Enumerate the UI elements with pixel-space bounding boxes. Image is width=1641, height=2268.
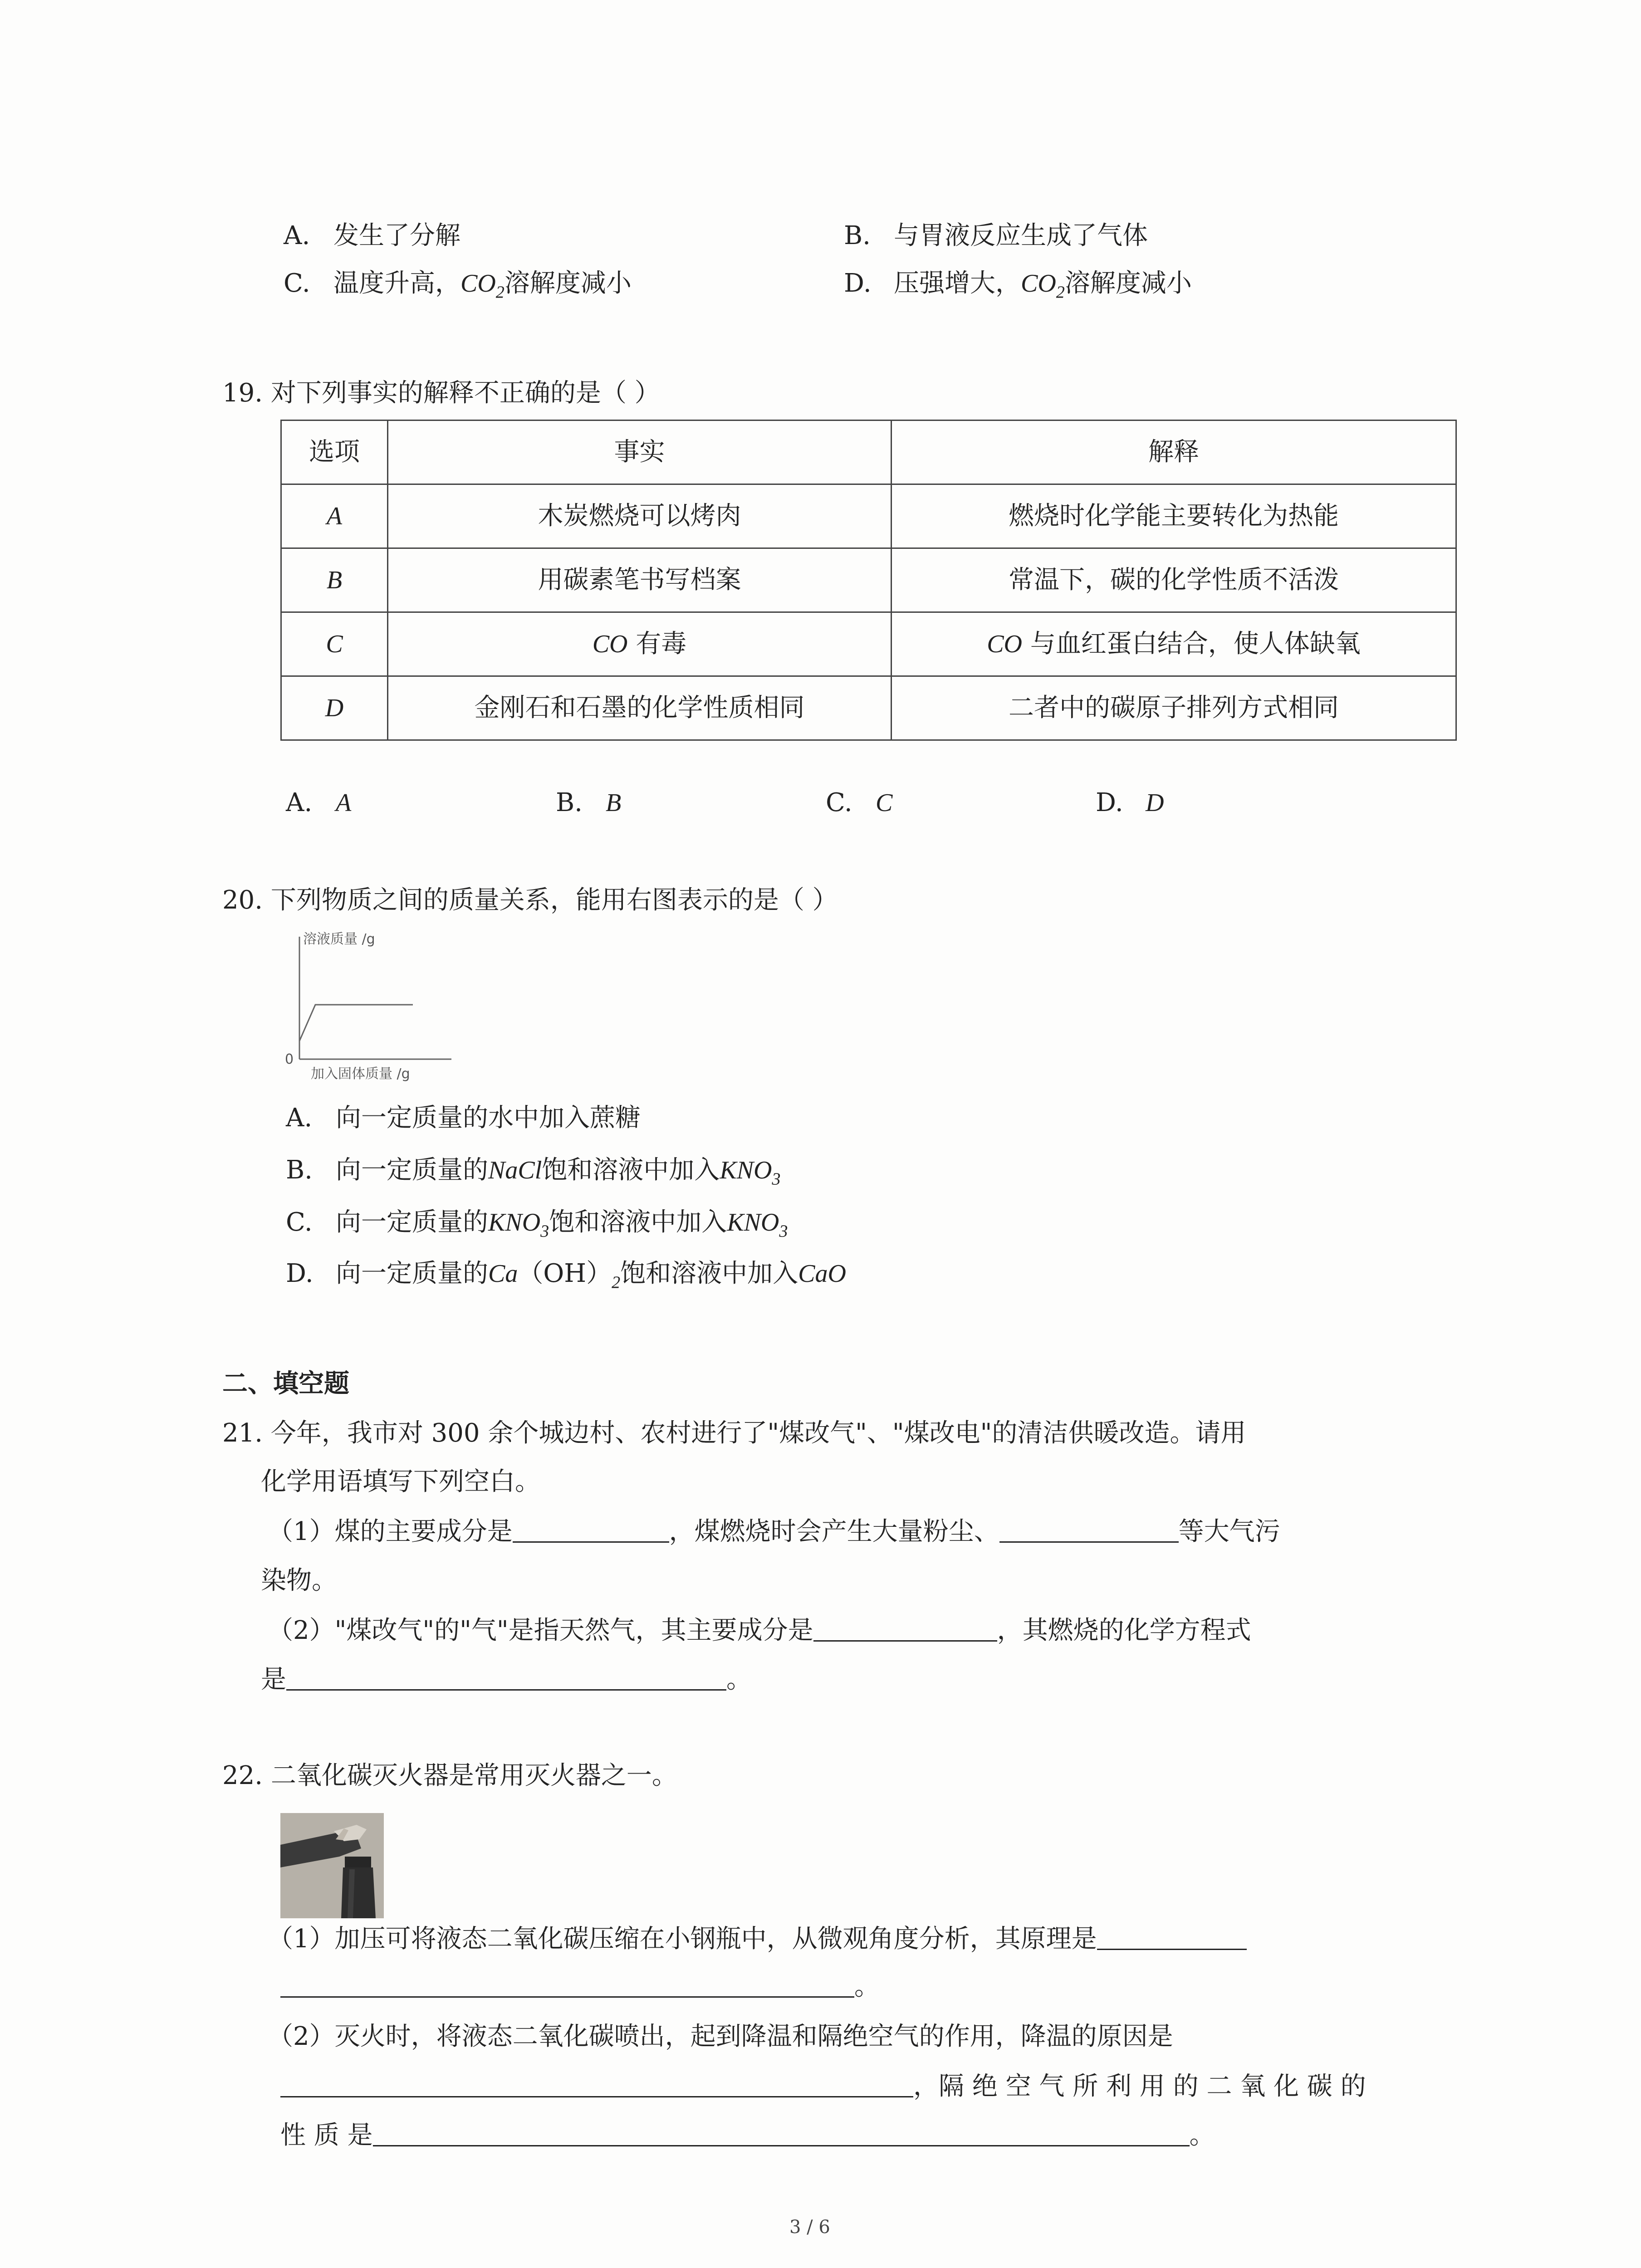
table-row: [281, 676, 1456, 740]
q19-stem: 19. 对下列事实的解释不正确的是（ ）: [222, 378, 660, 408]
q20-option-a: A. 向一定质量的水中加入蔗糖: [286, 1103, 641, 1133]
q19-answer-b: B. B: [556, 788, 622, 817]
q20-option-b: B. 向一定质量的NaCl饱和溶液中加入$KNO_3$: [286, 1155, 781, 1189]
table-cell-option: B: [281, 548, 388, 612]
table-cell-option: A: [281, 484, 388, 548]
answer-blank[interactable]: [1097, 1925, 1247, 1950]
table-cell-explanation: 二者中的碳原子排列方式相同: [892, 676, 1456, 740]
table-row: [281, 548, 1456, 612]
table-cell-fact: CO 有毒: [388, 612, 892, 676]
q22-part1-line2: 。: [280, 1971, 880, 2003]
q22-stem: 22. 二氧化碳灭火器是常用灭火器之一。: [222, 1761, 677, 1790]
answer-blank[interactable]: [373, 2121, 1190, 2146]
table-cell-option: C: [281, 612, 388, 676]
q21-part1-line1: （1）煤的主要成分是 ，煤燃烧时会产生大量粉尘、 等大气污: [268, 1517, 1280, 1546]
table-cell-fact: 金刚石和石墨的化学性质相同: [388, 676, 892, 740]
section-title: 二、填空题: [222, 1369, 349, 1398]
q20-option-d: D. 向一定质量的$Ca(OH)_2$饱和溶液中加入CaO: [286, 1259, 846, 1292]
answer-blank[interactable]: [280, 1973, 854, 1998]
q18-option-b: B. 与胃液反应生成了气体: [844, 221, 1148, 250]
table-cell-explanation: 燃烧时化学能主要转化为热能: [892, 484, 1456, 548]
q18-option-c: C. 温度升高，$CO_2$溶解度减小: [284, 269, 632, 302]
q20-stem: 20. 下列物质之间的质量关系，能用右图表示的是（ ）: [222, 885, 838, 915]
q21-part1-line2: 染物。: [261, 1566, 337, 1595]
graph-xlabel: 加入固体质量 /g: [311, 1066, 410, 1082]
q19-answer-d: D. D: [1096, 788, 1164, 817]
q21-part2-line1: （2）"煤改气"的"气"是指天然气，其主要成分是 ，其燃烧的化学方程式: [268, 1616, 1251, 1645]
q19-answer-a: A. A: [286, 788, 352, 817]
table-cell-option: D: [281, 676, 388, 740]
q22-part2-line1: （2）灭火时，将液态二氧化碳喷出，起到降温和隔绝空气的作用，降温的原因是: [268, 2022, 1173, 2051]
table-cell-explanation: CO 与血红蛋白结合，使人体缺氧: [892, 612, 1456, 676]
table-cell-explanation: 常温下，碳的化学性质不活泼: [892, 548, 1456, 612]
q22-part2-line2: ，隔 绝 空 气 所 利 用 的 二 氧 化 碳 的: [280, 2071, 1366, 2102]
table-row: [281, 612, 1456, 676]
q21-part2-line2: 是 。: [261, 1665, 752, 1694]
table-header-explanation: 解释: [892, 420, 1456, 484]
q22-part1-line1: （1）加压可将液态二氧化碳压缩在小钢瓶中，从微观角度分析，其原理是: [268, 1923, 1247, 1955]
q22-part2-line3: 性 质 是 。: [280, 2121, 1215, 2150]
table-cell-fact: 木炭燃烧可以烤肉: [388, 484, 892, 548]
fire-extinguisher-photo: [280, 1813, 384, 1918]
table-cell-fact: 用碳素笔书写档案: [388, 548, 892, 612]
graph-ylabel: 溶液质量 /g: [303, 931, 375, 947]
q20-option-c: C. 向一定质量的$KNO_3$饱和溶液中加入$KNO_3$: [286, 1207, 788, 1241]
graph-origin: 0: [285, 1051, 294, 1067]
answer-blank[interactable]: [813, 1617, 997, 1642]
q20-graph: [277, 928, 458, 1082]
q19-answer-c: C. C: [826, 788, 893, 817]
page-number: 3 / 6: [789, 2217, 830, 2238]
q21-stem-line1: 21. 今年，我市对 300 余个城边村、农村进行了"煤改气"、"煤改电"的清洁供暖改造。请用: [222, 1418, 1246, 1448]
answer-blank[interactable]: [286, 1666, 726, 1691]
q18-option-d: D. 压强增大，$CO_2$溶解度减小: [844, 269, 1192, 302]
answer-blank[interactable]: [513, 1518, 669, 1543]
q21-stem-line2: 化学用语填写下列空白。: [261, 1467, 540, 1496]
answer-blank[interactable]: [999, 1518, 1179, 1543]
graph-curve: [299, 1005, 413, 1041]
table-row: [281, 484, 1456, 548]
answer-blank[interactable]: [280, 2072, 913, 2097]
q18-option-a: A. 发生了分解: [284, 221, 460, 250]
table-header-option: 选项: [281, 420, 388, 484]
table-header-row: [281, 420, 1456, 484]
q19-table: [280, 420, 1457, 741]
table-header-fact: 事实: [388, 420, 892, 484]
